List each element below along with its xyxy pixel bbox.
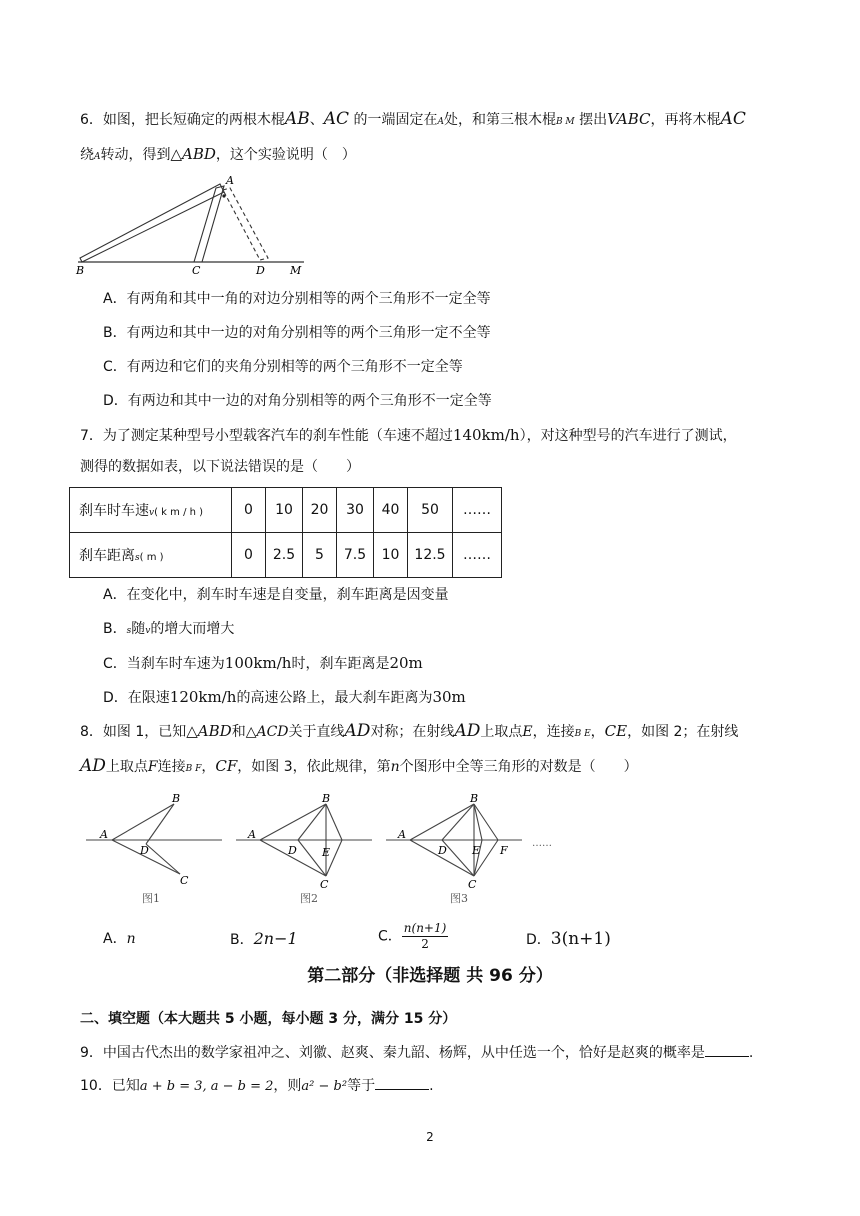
fig2-label-a: A [248,828,256,841]
fig3-label-c: C [468,878,477,891]
q6-line1: 6．如图，把长短确定的两根木棍AB、AC 的一端固定在A处，和第三根木棍B M 摆出VABC，再将木棍AC [80,109,746,129]
table-cell: 0 [232,488,266,533]
fig1-label-d: D [140,844,149,857]
stick-ac [194,186,224,262]
q6-option-a: A．有两角和其中一角的对边分别相等的两个三角形不一定全等 [103,291,491,307]
q6-option-c: C．有两边和它们的夹角分别相等的两个三角形不一定全等 [103,359,463,375]
q8-option-a: A．n [103,931,136,947]
fig2-caption: 图2 [300,892,318,905]
fig3-label-b: B [470,792,479,805]
q7-line2: 测得的数据如表，以下说法错误的是（ ） [80,459,360,475]
q7-option-b: B．s随v的增大而增大 [103,621,235,637]
table-cell: 30 [337,488,374,533]
stick-ab [80,184,224,262]
fig2-label-c: C [320,878,329,891]
fig3-label-a: A [398,828,406,841]
fig3-label-d: D [438,844,447,857]
q7-option-a: A．在变化中，刹车时车速是自变量，刹车距离是因变量 [103,587,449,603]
table-cell: 50 [408,488,453,533]
q7-option-d: D．在限速120km/h的高速公路上，最大刹车距离为30m [103,688,466,706]
fig1-label-b: B [172,792,181,805]
answer-blank[interactable] [375,1075,429,1090]
q6-figure [72,172,312,280]
fig1-caption: 图1 [142,892,160,905]
row-header-distance: 刹车距离s( m ) [70,533,232,578]
q8-option-b: B．2n−1 [230,929,298,948]
q8-option-c: C． $\frac{n(n+1)}{2}$ [378,921,447,951]
table-cell: …… [453,488,502,533]
label-a: A [226,174,234,187]
q6-option-d: D．有两边和其中一边的对角分别相等的两个三角形不一定全等 [103,393,492,409]
q8-figures [86,786,566,916]
fig2-label-d: D [288,844,297,857]
q8-option-d: D．3(n+1) [526,929,611,949]
table-cell: 20 [303,488,337,533]
label-d: D [256,264,265,277]
fig2-label-b: B [322,792,331,805]
table-row [70,488,502,533]
table-row [70,533,502,578]
fig1-label-a: A [100,828,108,841]
table-cell: …… [453,533,502,578]
page-number: 2 [426,1130,434,1144]
table-cell: 7.5 [337,533,374,578]
q10-line: 10．已知a + b = 3, a − b = 2，则a² − b²等于 . [80,1075,434,1097]
q7-line1: 7．为了测定某种型号小型载客汽车的刹车性能（车速不超过140km/h），对这种型号的汽车进行了测试， [80,426,737,444]
q6-option-b: B．有两边和其中一边的对角分别相等的两个三角形一定不全等 [103,325,491,341]
q6-line2: 绕A转动，得到△ABD，这个实验说明（ ） [80,145,356,163]
brake-data-table [69,487,502,578]
pivot-point [222,194,225,197]
fig3-caption: 图3 [450,892,468,905]
figure-3 [386,804,522,876]
table-cell: 12.5 [408,533,453,578]
part2-heading: 二、填空题（本大题共 5 小题，每小题 3 分，满分 15 分） [80,1011,457,1027]
row-header-speed: 刹车时车速v( k m / h ) [70,488,232,533]
continuation-dots: …… [532,838,552,849]
figure-2 [236,804,372,876]
stick-ad-dashed [223,188,268,260]
fraction: $\frac{n(n+1)}{2}$ [403,921,447,951]
fig1-label-c: C [180,874,189,887]
fig3-label-e: E [472,844,481,857]
q8-line1: 8．如图 1，已知△ABD和△ACD关于直线AD对称；在射线AD上取点E，连接B E，CE，如图 2；在射线 [80,721,739,741]
q7-option-c: C．当刹车时车速为100km/h时，刹车距离是20m [103,654,423,672]
q8-line2: AD上取点F连接B F，CF，如图 3，依此规律，第n个图形中全等三角形的对数是（ ） [80,756,638,776]
label-c: C [192,264,201,277]
table-cell: 5 [303,533,337,578]
section-title: 第二部分（非选择题 共 96 分） [307,966,553,986]
table-cell: 10 [374,533,408,578]
table-cell: 10 [266,488,303,533]
fig2-label-e: E [322,846,331,859]
label-m: M [290,264,302,277]
table-cell: 0 [232,533,266,578]
label-b: B [76,264,85,277]
q9-line: 9．中国古代杰出的数学家祖冲之、刘徽、赵爽、秦九韶、杨辉，从中任选一个，恰好是赵爽的概率是 . [80,1042,753,1063]
fig3-label-f: F [500,844,508,857]
answer-blank[interactable] [705,1042,749,1057]
table-cell: 40 [374,488,408,533]
table-cell: 2.5 [266,533,303,578]
